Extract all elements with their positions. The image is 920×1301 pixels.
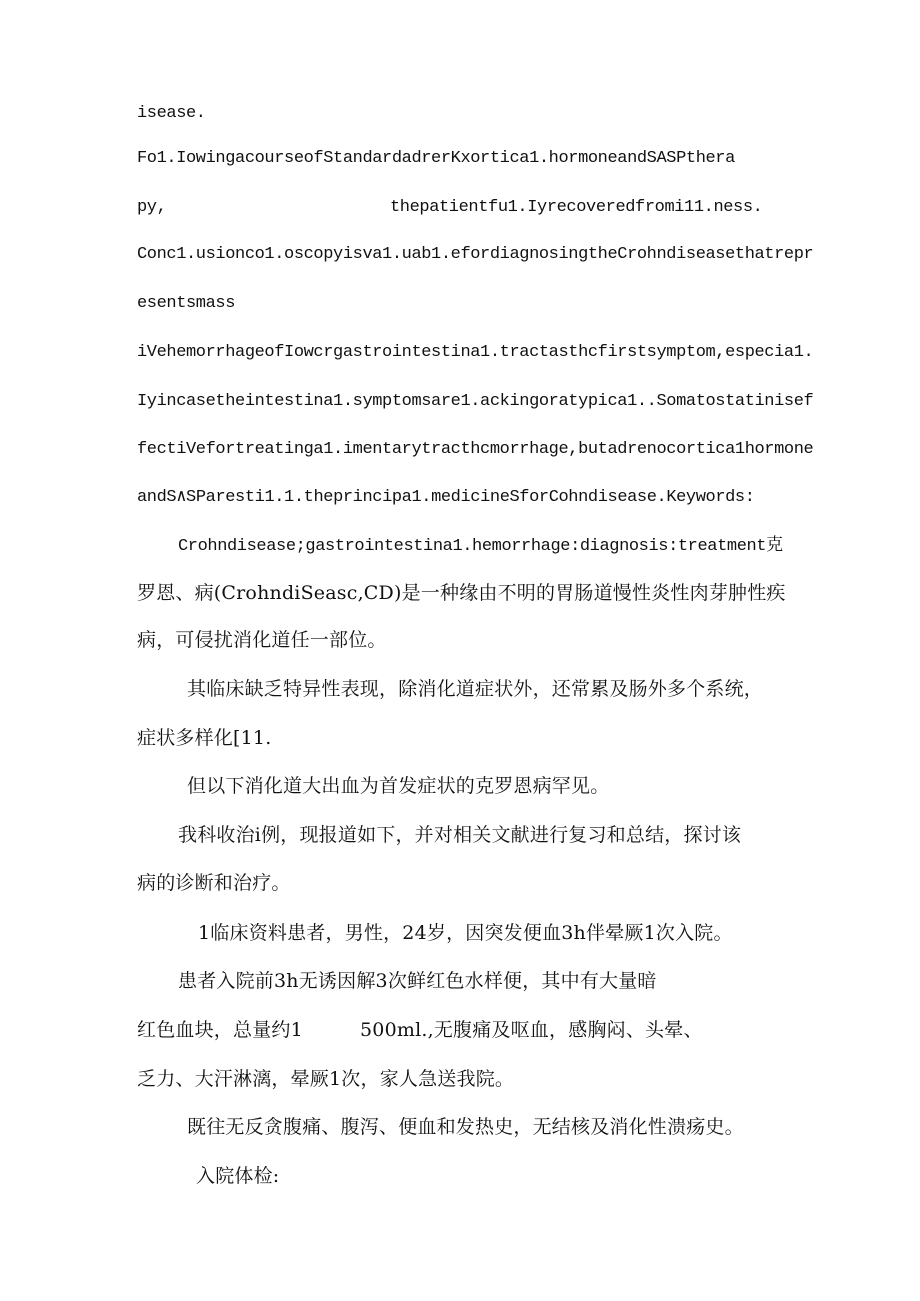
- abstract-line-4: Conc1.usionco1.oscopyisva1.uab1.efordiagnosingtheCrohndiseasethatrepr: [137, 245, 814, 264]
- abstract-line-7: Iyincasetheintestina1.symptomsare1.ackingoratypica1..Somatostatinisef: [137, 392, 814, 411]
- paragraph-3: 但以下消化道大出血为首发症状的克罗恩病罕见。: [187, 775, 610, 797]
- paragraph-2-line-b: 症状多样化[11.: [137, 727, 272, 749]
- paragraph-1-line-a: Crohndisease;gastrointestina1.hemorrhage:diagnosis:treatment克: [178, 537, 783, 556]
- abstract-line-2: Fo1.IowingacourseofStandardadrerKxortica1.hormoneandSASPthera: [137, 149, 735, 168]
- paragraph-6-line-a: 患者入院前3h无诱因解3次鲜红色水样便，其中有大量暗: [178, 970, 657, 992]
- paragraph-6-line-b1: 红色血块，总量约1: [137, 1019, 303, 1041]
- paragraph-4-line-a: 我科收治i例，现报道如下，并对相关文献进行复习和总结，探讨该: [178, 824, 742, 846]
- paragraph-6-line-b2: 500ml.,无腹痛及呕血，感胸闷、头晕、: [360, 1019, 703, 1041]
- abstract-line-1: isease.: [137, 104, 206, 123]
- abstract-line-3b: thepatientfu1.Iyrecoveredfromi11.ness.: [390, 198, 763, 217]
- paragraph-1-line-c: 病，可侵扰消化道任一部位。: [137, 629, 387, 651]
- paragraph-5: 1临床资料患者，男性，24岁，因突发便血3h伴晕厥1次入院。: [198, 922, 733, 944]
- abstract-line-3a: py,: [137, 198, 167, 217]
- paragraph-7: 既往无反贪腹痛、腹泻、便血和发热史，无结核及消化性溃疡史。: [187, 1116, 744, 1138]
- abstract-line-8: fectiVefortreatinga1.imentarytracthcmorrhage,butadrenocortica1hormone: [137, 440, 814, 459]
- paragraph-4-line-b: 病的诊断和治疗。: [137, 872, 291, 894]
- paragraph-6-line-c: 乏力、大汗淋漓，晕厥1次，家人急送我院。: [137, 1068, 515, 1090]
- paragraph-8: 入院体检:: [196, 1165, 280, 1187]
- paragraph-2-line-a: 其临床缺乏特异性表现，除消化道症状外，还常累及肠外多个系统，: [187, 678, 764, 700]
- abstract-line-6: iVehemorrhageofIowcrgastrointestina1.tractasthcfirstsymptom,especia1.: [137, 343, 814, 362]
- abstract-line-5: esentsmass: [137, 294, 236, 313]
- abstract-line-9: andS∧SParesti1.1.theprincipa1.medicineSforCohndisease.Keywords:: [137, 488, 755, 507]
- paragraph-1-line-b: 罗恩、病(CrohndiSeasc,CD)是一种缘由不明的胃肠道慢性炎性肉芽肿性疾: [137, 582, 786, 604]
